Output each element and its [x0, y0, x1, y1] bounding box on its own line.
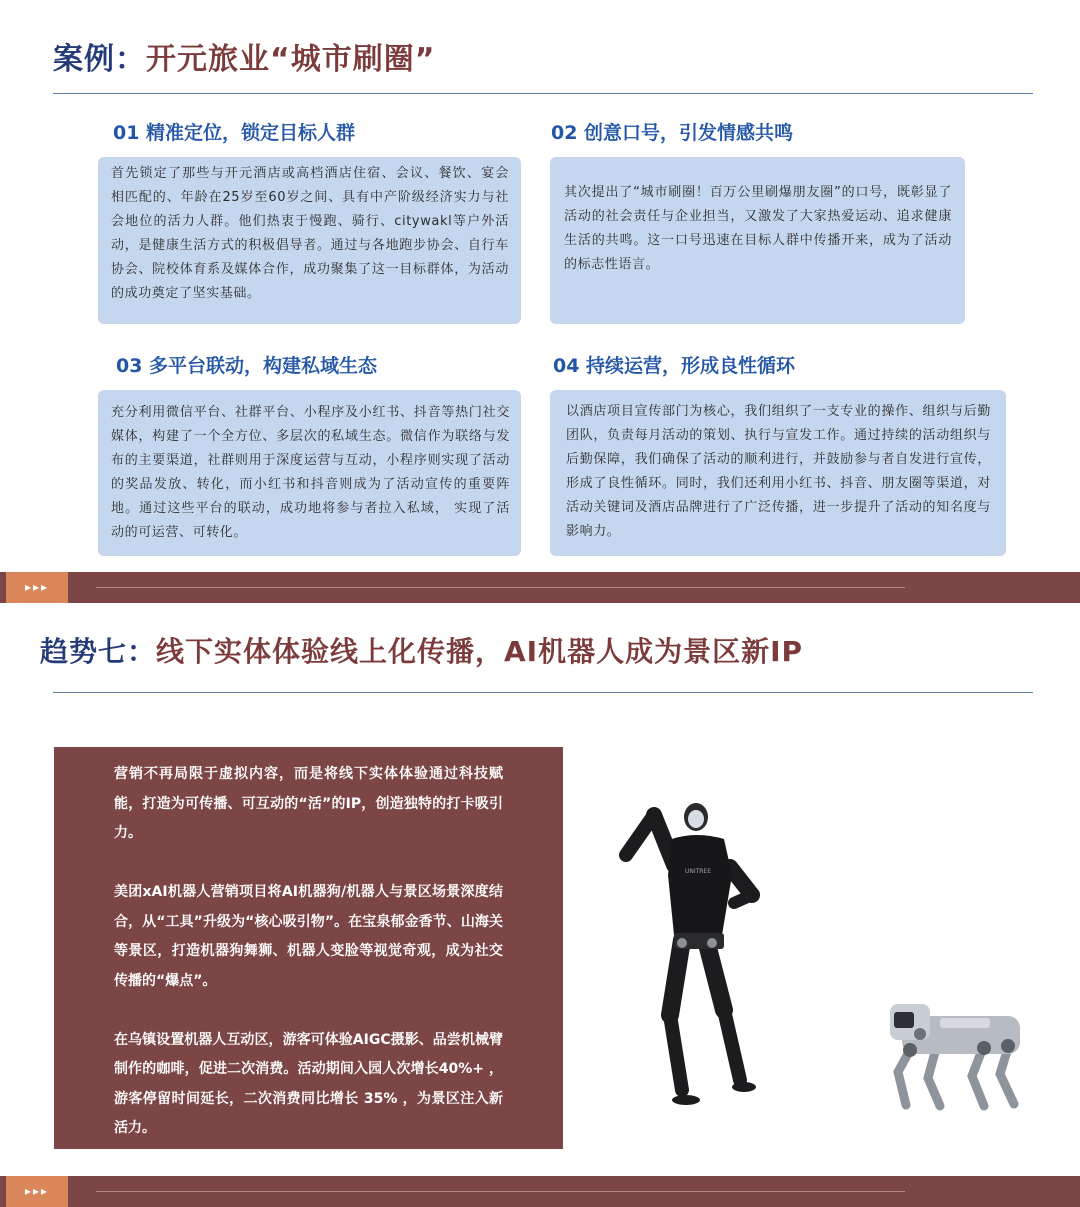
trend-title-name: 线下实体体验线上化传播，AI机器人成为景区新IP [156, 635, 804, 668]
case-title [53, 34, 435, 78]
section-card-04: 以酒店项目宣传部门为核心，我们组织了一支专业的操作、组织与后勤团队，负责每月活动的策划、执行与宣发工作。通过持续的活动组织与后勤保障，我们确保了活动的顺利进行，并鼓励参与者自发进行宣传，形成了良性循环。同时，我们还利用小红书、抖音、朋友圈等渠道，对活动关键词及酒店品牌进行了广泛传播，进一步提升了活动的知名度与影响力。 [550, 390, 1006, 556]
section-card-01: 首先锁定了那些与开元酒店或高档酒店住宿、会议、餐饮、宴会 相匹配的、年龄在25岁至60岁之间、具有中产阶级经济实力与社会地位的活力人群。他们热衷于慢跑、骑行、citywakl等户外活动，是健康生活方式的积极倡导者。通过与各地跑步协会、自行车协会、院校体育系及媒体合作，成功聚集了这一目标群体，为活动的成功奠定了坚实基础。 [98, 157, 521, 324]
section-card-02: 其次提出了“城市刷圈！百万公里刷爆朋友圈”的口号，既彰显了活动的社会责任与企业担当，又激发了大家热爱运动、追求健康生活的共鸣。这一口号迅速在目标人群中传播开来，成为了活动的标志性语言。 [550, 157, 965, 324]
case-title-label: 案例： [53, 42, 146, 77]
arrow-tab: ▸▸▸ [6, 572, 68, 603]
divider-line [53, 93, 1033, 94]
robot-brand-text: UNITREE [684, 868, 712, 875]
trend-description-box [54, 747, 563, 1149]
section-card-03: 充分利用微信平台、社群平台、小程序及小红书、抖音等热门社交媒体，构建了一个全方位、多层次的私域生态。微信作为联络与发布的主要渠道，社群则用于深度运营与互动，小程序则实现了活动的奖品发放、转化，而小红书和抖音则成为了活动宣传的重要阵地。通过这些平台的联动，成功地将参与者拉入私域， 实现了活动的可运营、可转化。 [98, 390, 521, 556]
humanoid-robot-image [612, 795, 772, 1115]
arrow-tab: ▸▸▸ [6, 1176, 68, 1207]
section-band [0, 572, 1080, 603]
case-title-name: 开元旅业“城市刷圈” [146, 42, 436, 77]
band-line [96, 587, 905, 588]
robot-dog-image [880, 990, 1030, 1115]
trend-paragraph: 在乌镇设置机器人互动区，游客可体验AIGC摄影、品尝机械臂制作的咖啡，促进二次消费。活动期间入园人次增长40%+ ，游客停留时间延长，二次消费同比增长 35% ，为景区注入新活力。 [114, 1031, 503, 1136]
section-band [0, 1176, 1080, 1207]
section-heading-02: 02 创意口号，引发情感共鸣 [551, 122, 794, 144]
trend-paragraph: 营销不再局限于虚拟内容，而是将线下实体体验通过科技赋能，打造为可传播、可互动的“活”的IP，创造独特的打卡吸引力。 [114, 766, 503, 841]
trend-title [40, 630, 803, 670]
band-line [96, 1191, 905, 1192]
divider-line [53, 692, 1033, 693]
trend-paragraph: 美团xAI机器人营销项目将AI机器狗/机器人与景区场景深度结合，从“工具”升级为“核心吸引物”。在宝泉郁金香节、山海关等景区，打造机器狗舞狮、机器人变脸等视觉奇观，成为社交传播的“爆点”。 [114, 884, 503, 989]
section-heading-03: 03 多平台联动，构建私域生态 [116, 355, 378, 377]
section-heading-01: 01 精准定位，锁定目标人群 [113, 122, 356, 144]
trend-title-label: 趋势七： [40, 635, 157, 668]
section-heading-04: 04 持续运营，形成良性循环 [553, 355, 796, 377]
